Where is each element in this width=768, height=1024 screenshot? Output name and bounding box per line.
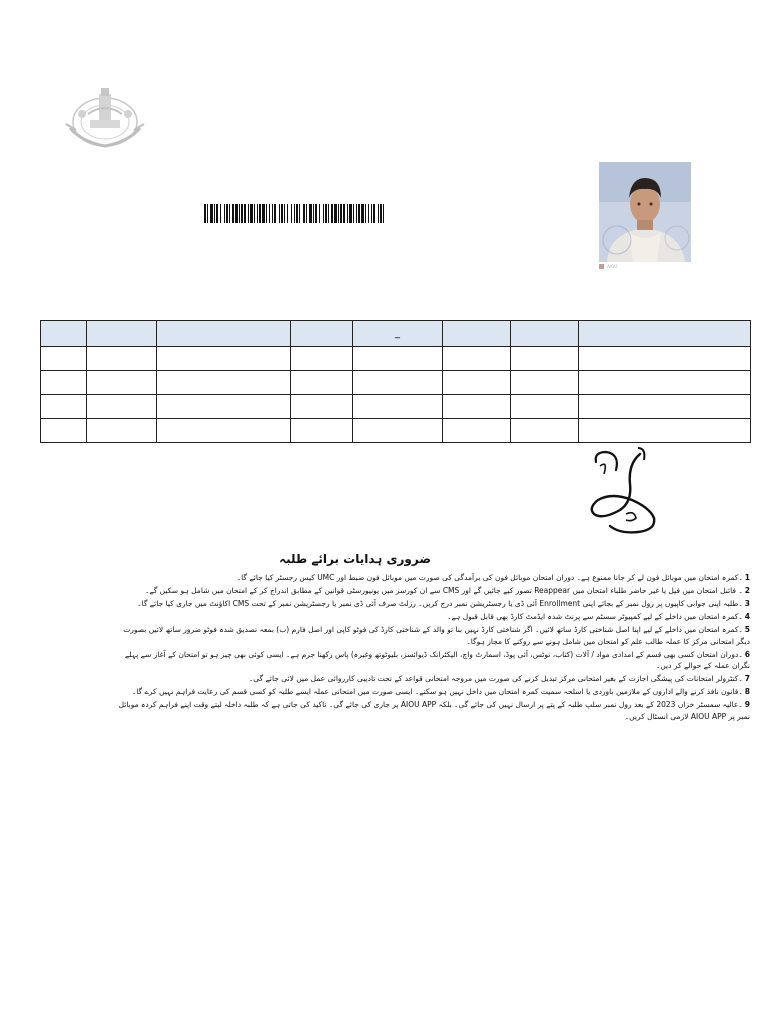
table-cell bbox=[511, 419, 579, 443]
table-row bbox=[41, 347, 751, 371]
table-cell bbox=[579, 371, 751, 395]
table-cell bbox=[579, 395, 751, 419]
instruction-text: ۔کنٹرولر امتحانات کی پیشگی اجازت کے بغیر امتحانی مرکز تبدیل کرنے کی صورت میں مروجہ امتحانی قواعد کے تحت تادیبی کارروائی عمل میں لائی جائے گی۔ bbox=[248, 674, 743, 683]
instruction-number: 9 bbox=[744, 700, 750, 709]
instruction-number: 1 bbox=[744, 573, 750, 582]
table-cell bbox=[87, 347, 157, 371]
instruction-number: 7 bbox=[744, 674, 750, 683]
table-cell bbox=[443, 347, 511, 371]
photo-mark-icon bbox=[599, 264, 604, 269]
instruction-item bbox=[110, 598, 750, 610]
instruction-item bbox=[110, 649, 750, 672]
table-row bbox=[41, 371, 751, 395]
signature-icon bbox=[580, 444, 670, 536]
roll-number-barcode bbox=[204, 204, 386, 223]
table-cell bbox=[291, 371, 353, 395]
instructions-list bbox=[110, 572, 750, 722]
table-cell bbox=[41, 419, 87, 443]
table-cell bbox=[443, 395, 511, 419]
table-cell bbox=[353, 347, 443, 371]
instruction-text: ۔کمرہ امتحان میں موبائل فون لے کر جانا ممنوع ہے۔ دوران امتحان موبائل فون کی برآمدگی کی صورت میں موبائل فون ضبط اور UMC کیس رجسٹر کیا جائے گا۔ bbox=[236, 573, 743, 582]
table-cell bbox=[157, 395, 291, 419]
table-header-row bbox=[41, 321, 751, 347]
table-header-cell bbox=[511, 321, 579, 347]
table-cell bbox=[87, 395, 157, 419]
table-cell bbox=[353, 419, 443, 443]
table-cell bbox=[157, 371, 291, 395]
instruction-item bbox=[110, 572, 750, 584]
table-cell bbox=[511, 395, 579, 419]
instruction-number: 4 bbox=[744, 612, 750, 621]
table-cell bbox=[157, 347, 291, 371]
table-cell bbox=[291, 395, 353, 419]
instruction-item bbox=[110, 699, 750, 722]
instructions-section bbox=[110, 552, 750, 724]
table-row bbox=[41, 419, 751, 443]
table-cell bbox=[579, 347, 751, 371]
instruction-text: ۔دوران امتحان کسی بھی قسم کے امدادی مواد / آلات (کتاب، نوٹس، آئی پوڈ، اسمارٹ واچ، الیکٹرانک ڈیوائسز، بلیوٹوتھ وغیرہ) پاس رکھنا جرم ہے۔ ایسی کوئی بھی چیز ہو تو امتحان کے آغاز سے پہلے نگران عملہ کے حوالے کر دیں۔ bbox=[124, 649, 750, 670]
instruction-number: 3 bbox=[744, 599, 750, 608]
university-logo-icon bbox=[62, 84, 148, 154]
table-header-cell bbox=[443, 321, 511, 347]
table-cell bbox=[291, 419, 353, 443]
table-cell bbox=[291, 347, 353, 371]
instructions-title: ضروری ہدایات برائے طلبہ bbox=[279, 552, 431, 566]
table-cell bbox=[157, 419, 291, 443]
instruction-text: ۔کمرہ امتحان میں داخلے کے لیے اپنا اصل شناختی کارڈ ساتھ لائیں۔ اگر شناختی کارڈ نہیں بنا تو والد کے شناختی کارڈ کی فوٹو کاپی اور اصل فارم (ب) بمعہ تصدیق شدہ فوٹو ضرور ساتھ لائیں بصورت دیگر امتحانی مرکز کا عملہ طالب علم کو امتحان میں شامل ہونے سے روکنے کا مجاز ہوگا۔ bbox=[123, 625, 750, 646]
instruction-item bbox=[110, 624, 750, 647]
table-cell bbox=[579, 419, 751, 443]
instruction-number: 2 bbox=[744, 586, 750, 595]
table-header-cell bbox=[157, 321, 291, 347]
instruction-item bbox=[110, 585, 750, 597]
table-header-cell bbox=[87, 321, 157, 347]
instruction-item bbox=[110, 686, 750, 698]
instruction-text: ۔طلبہ اپنی جوابی کاپیوں پر رول نمبر کے بجائے اپنی Enrollment آئی ڈی یا رجسٹریشن نمبر درج کریں۔ رزلٹ صرف آئی ڈی نمبر یا رجسٹریشن نمبر کے تحت CMS اکاؤنٹ میں جاری کیا جائے گا۔ bbox=[137, 599, 743, 608]
table-cell bbox=[41, 347, 87, 371]
instruction-text: ۔قانون نافذ کرنے والے اداروں کے ملازمین باوردی یا اسلحہ سمیت کمرہ امتحان میں داخل نہیں ہو سکتے۔ ایسی صورت میں امتحانی عملہ ایسے طلبہ کو کسی قسم کی رعایت فراہم نہیں کرے گا۔ bbox=[131, 687, 743, 696]
photo-caption-text: AIOU bbox=[607, 263, 617, 269]
table-cell bbox=[41, 395, 87, 419]
table-header-cell bbox=[41, 321, 87, 347]
instruction-number: 5 bbox=[744, 625, 750, 634]
table-row bbox=[41, 395, 751, 419]
table-cell bbox=[511, 347, 579, 371]
table-cell bbox=[41, 371, 87, 395]
table-cell bbox=[443, 371, 511, 395]
table-header-cell bbox=[579, 321, 751, 347]
table-header-cell bbox=[291, 321, 353, 347]
instruction-text: ۔عالیہ سمسٹر خزاں 2023 کے بعد رول نمبر سلپ طلبہ کے پتے پر ارسال نہیں کی جائے گی۔ بلکہ AIOU APP پر جاری کی جائے گی۔ تاکید کی جاتی ہے کہ طلبہ داخلہ لیتے وقت اپنے فراہم کردہ موبائل نمبر پر AIOU APP لازمی انسٹال کریں۔ bbox=[118, 700, 750, 721]
instruction-text: ۔ فائنل امتحان میں فیل یا غیر حاضر طلباء امتحان میں Reappear تصور کیے جائیں گے اور CMS سے ان کورسز میں یونیورسٹی قوانین کے مطابق اندراج کر کے امتحان میں شامل ہو سکیں گے۔ bbox=[144, 586, 743, 595]
table-cell bbox=[353, 395, 443, 419]
barcode-stripe bbox=[384, 204, 386, 223]
photo-caption bbox=[599, 262, 691, 270]
table-cell bbox=[511, 371, 579, 395]
table-cell bbox=[87, 371, 157, 395]
course-table bbox=[40, 320, 751, 443]
instruction-number: 8 bbox=[744, 687, 750, 696]
table-header-cell: _ bbox=[353, 321, 443, 347]
instruction-number: 6 bbox=[744, 649, 750, 659]
instruction-item bbox=[110, 673, 750, 685]
table-cell bbox=[87, 419, 157, 443]
student-photo bbox=[599, 162, 691, 262]
table-cell bbox=[443, 419, 511, 443]
instruction-text: ۔کمرہ امتحان میں داخلے کے لیے کمپیوٹر سسٹم سے پرنٹ شدہ ایڈمٹ کارڈ بھی قابل قبول ہے۔ bbox=[447, 612, 743, 621]
table-cell bbox=[353, 371, 443, 395]
instruction-item bbox=[110, 611, 750, 623]
